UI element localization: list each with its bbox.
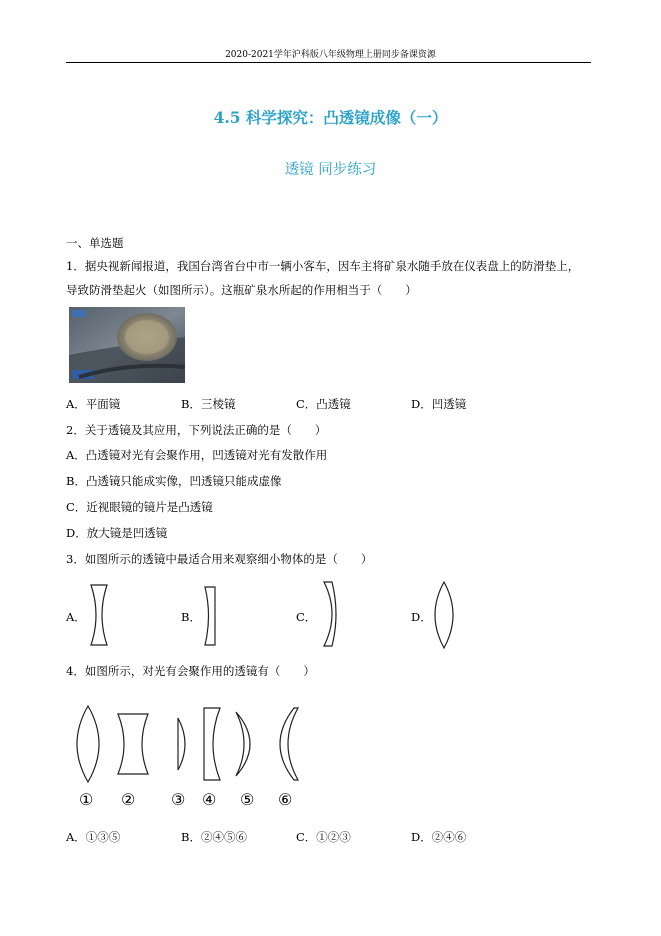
page-header: 2020-2021学年沪科版八年级物理上册同步备课资源 <box>225 50 436 60</box>
q2-stem: 2．关于透镜及其应用，下列说法正确的是（ ） <box>66 423 327 437</box>
q3-lens-a-biconcave-icon <box>88 583 110 647</box>
q1-option-a[interactable]: A．平面镜 <box>66 397 121 411</box>
page-title: 4.5 科学探究：凸透镜成像（一） <box>213 108 448 127</box>
q1-stem-line2: 导致防滑垫起火（如图所示）。这瓶矿泉水所起的作用相当于（ ） <box>66 283 417 297</box>
lens-2-biconcave-icon <box>118 714 148 774</box>
q2-option-b[interactable]: B．凸透镜只能成实像，凹透镜只能成虚像 <box>66 474 282 488</box>
q1-option-d[interactable]: D．凹透镜 <box>411 397 467 411</box>
q4-option-d[interactable]: D．②④⑥ <box>411 830 467 844</box>
q3-lens-c-meniscus-icon <box>318 580 342 648</box>
q4-lens-diagram <box>68 704 308 784</box>
page-subtitle: 透镜 同步练习 <box>284 162 377 178</box>
section-heading: 一、单选题 <box>66 236 124 250</box>
q4-stem: 4．如图所示，对光有会聚作用的透镜有（ ） <box>66 664 315 678</box>
q1-photo <box>69 307 185 383</box>
q3-option-c[interactable]: C． <box>296 610 317 624</box>
q1-option-c[interactable]: C．凸透镜 <box>296 397 351 411</box>
lens-label-2: ② <box>121 790 136 809</box>
lens-1-biconvex-icon <box>77 706 99 782</box>
lens-6-meniscus-icon <box>280 708 298 780</box>
q4-option-a[interactable]: A．①③⑤ <box>66 830 121 844</box>
q3-lens-d-biconvex-icon <box>430 580 458 650</box>
lens-label-4: ④ <box>202 790 217 809</box>
q3-option-a[interactable]: A． <box>66 610 86 624</box>
q3-option-b[interactable]: B． <box>181 610 201 624</box>
lens-4-planoconcave-icon <box>204 708 220 780</box>
q4-option-b[interactable]: B．②④⑤⑥ <box>181 830 247 844</box>
lens-label-6: ⑥ <box>278 790 293 809</box>
lens-label-3: ③ <box>171 790 186 809</box>
q3-lens-b-planoconcave-icon <box>202 585 218 647</box>
q2-option-a[interactable]: A．凸透镜对光有会聚作用，凹透镜对光有发散作用 <box>66 448 328 462</box>
lens-3-planoconvex-icon <box>178 718 185 770</box>
q1-option-b[interactable]: B．三棱镜 <box>181 397 236 411</box>
q4-option-c[interactable]: C．①②③ <box>296 830 351 844</box>
q3-stem: 3．如图所示的透镜中最适合用来观察细小物体的是（ ） <box>66 552 373 566</box>
q2-option-c[interactable]: C．近视眼镜的镜片是凸透镜 <box>66 500 213 514</box>
q3-option-d[interactable]: D． <box>411 610 432 624</box>
lens-label-1: ① <box>79 790 94 809</box>
q1-stem-line1: 1．据央视新闻报道，我国台湾省台中市一辆小客车，因车主将矿泉水随手放在仪表盘上的防滑垫上， <box>66 259 580 273</box>
header-divider <box>66 62 591 63</box>
lens-label-5: ⑤ <box>240 790 255 809</box>
lens-5-meniscus-icon <box>236 712 250 776</box>
q2-option-d[interactable]: D．放大镜是凹透镜 <box>66 526 168 540</box>
